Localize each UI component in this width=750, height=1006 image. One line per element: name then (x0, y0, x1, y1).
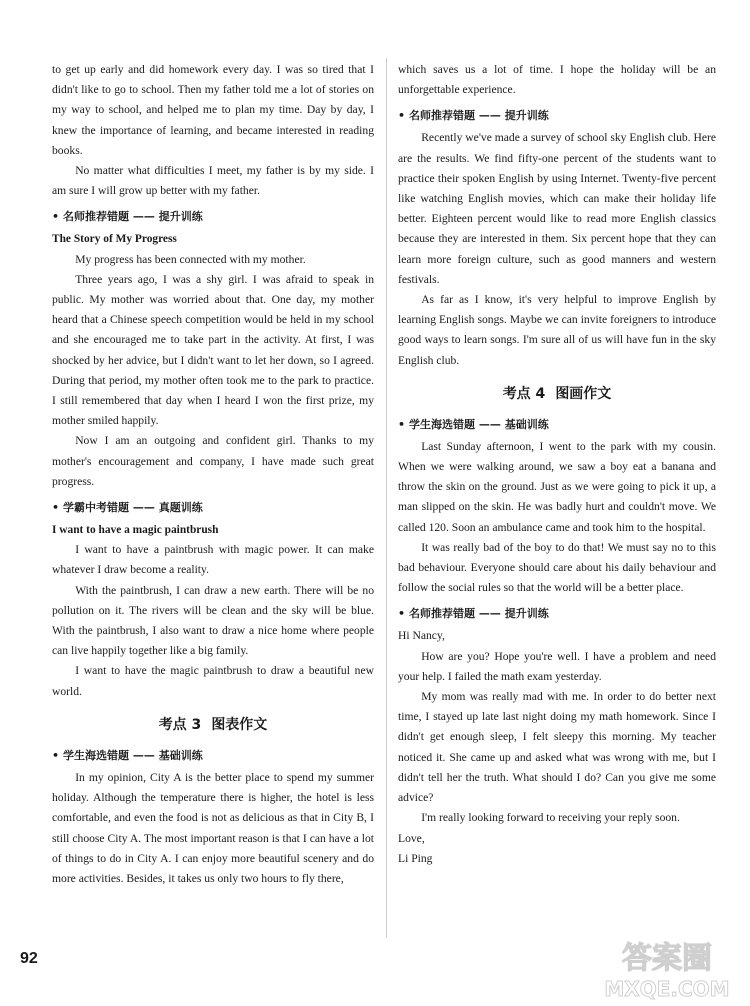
paragraph: which saves us a lot of time. I hope the holiday will be an unforgettable experience. (398, 63, 716, 97)
svg-text:答案圈: 答案圈 (622, 941, 712, 976)
letter-closing: Love, (398, 831, 425, 845)
section-heading-label: 学霸中考错题 —— 真题训练 (63, 501, 203, 515)
paragraph: Recently we've made a survey of school sky English club. Here are the results. We find fifty-one percent of the students want to practice their spoken English by using Internet. Twenty-five percent like watching English movies, which can make their holiday life better. Eighteen percent would like to read more English classics because they are interested in them. Six percent hope that they can learn more foreign culture, such as good manners and western festivals. (398, 131, 716, 286)
topic-number: 考点 3 (158, 716, 202, 733)
section-heading (52, 498, 374, 518)
paragraph: My progress has been connected with my mother. (75, 252, 306, 266)
topic-name: 图表作文 (211, 716, 268, 733)
left-column (52, 60, 374, 889)
letter-signature: Li Ping (398, 851, 433, 865)
paragraph: Three years ago, I was a shy girl. I was afraid to speak in public. My mother was worried about that. One day, my mother heard that a Chinese speech competition would be held in my school and she encouraged me to take part in the activity. At first, I was shocked by her advice, but I didn't want to let her down, so I agreed. During that period, my mother often took me to the park to practice. I still remembered that day when I heard I won the first prize, my mother smiled happily. (52, 272, 374, 428)
section-heading (398, 604, 716, 624)
paragraph: Now I am an outgoing and confident girl. Thanks to my mother's encouragement and company, I have made such great progress. (52, 434, 374, 488)
section-heading-label: 名师推荐错题 —— 提升训练 (63, 210, 203, 224)
section-heading-label: 学生海选错题 —— 基础训练 (409, 417, 549, 431)
section-heading (398, 415, 716, 435)
topic-heading (52, 714, 374, 736)
paragraph: I'm really looking forward to receiving your reply soon. (421, 811, 680, 825)
paragraph: I want to have a paintbrush with magic power. It can make whatever I draw become a reality. (52, 543, 374, 577)
paragraph: My mom was really mad with me. In order to do better next time, I stayed up late last night doing my math homework. Since I didn't get enough sleep, I felt sleepy this morning. My teacher noticed it. She came up and asked what was wrong with me, but I didn't tell her the truth. What should I do? Can you give me some advice? (398, 690, 716, 805)
paragraph: I want to have the magic paintbrush to draw a beautiful new world. (52, 664, 374, 698)
paragraph: Last Sunday afternoon, I went to the park with my cousin. When we were walking around, we saw a boy eat a banana and throw the skin on the ground. Just as we were going to pick it up, a man slipped on the skin. He was badly hurt and couldn't move. We called 120. Soon an ambulance came and took him to the hospital. (398, 439, 716, 534)
section-heading (52, 207, 374, 227)
svg-text:MXQE.COM: MXQE.COM (604, 977, 730, 1001)
paragraph: As far as I know, it's very helpful to improve English by learning English songs. Maybe we can invite foreigners to introduce good ways to learn songs. I'm sure all of us will have fun in the sky English club. (398, 293, 716, 367)
bullet-icon: • (52, 210, 60, 224)
essay-title: I want to have a magic paintbrush (52, 524, 219, 537)
paragraph: With the paintbrush, I can draw a new earth. There will be no pollution on it. The rivers will be clean and the sky will be blue. With the paintbrush, I also want to draw a nice home where people can live happily together like a big family. (52, 583, 374, 658)
letter-greeting: Hi Nancy, (398, 629, 445, 643)
section-heading (398, 106, 716, 126)
essay-title: The Story of My Progress (52, 233, 177, 246)
paragraph: How are you? Hope you're well. I have a problem and need your help. I failed the math exam yesterday. (398, 649, 716, 683)
column-divider (386, 58, 387, 938)
bullet-icon: • (52, 748, 60, 762)
topic-name: 图画作文 (555, 385, 612, 402)
section-heading-label: 学生海选错题 —— 基础训练 (63, 748, 203, 762)
topic-heading (398, 383, 716, 405)
paragraph: No matter what difficulties I meet, my father is by my side. I am sure I will grow up better with my father. (52, 164, 374, 198)
paragraph: In my opinion, City A is the better place to spend my summer holiday. Although the temperature there is higher, the hotel is less comfortable, and even the food is not as delicious as that in City B, I still choose City A. The most important reason is that I can have a lot of things to do in City A. I can enjoy more beautiful scenery and do more activities. Besides, it takes us only two hours to fly there, (52, 770, 374, 885)
bullet-icon: • (52, 501, 60, 515)
bullet-icon: • (398, 607, 406, 621)
section-heading-label: 名师推荐错题 —— 提升训练 (409, 607, 549, 621)
paragraph: It was really bad of the boy to do that! We must say no to this bad behaviour. Everyone should care about his daily behaviour and follow the social rules so that the world will be a better place. (398, 540, 716, 595)
right-column (398, 60, 716, 869)
bullet-icon: • (398, 109, 406, 123)
watermark-logo (592, 932, 742, 1002)
paragraph: to get up early and did homework every day. I was so tired that I didn't like to go to school. Then my father told me a lot of stories on my way to school, and helped me to plan my time. Day by day, I knew the importance of learning, and became interested in reading books. (52, 63, 374, 157)
section-heading-label: 名师推荐错题 —— 提升训练 (409, 109, 549, 123)
topic-number: 考点 4 (502, 385, 546, 402)
section-heading (52, 746, 374, 766)
page-number: 92 (20, 950, 38, 967)
bullet-icon: • (398, 417, 406, 431)
